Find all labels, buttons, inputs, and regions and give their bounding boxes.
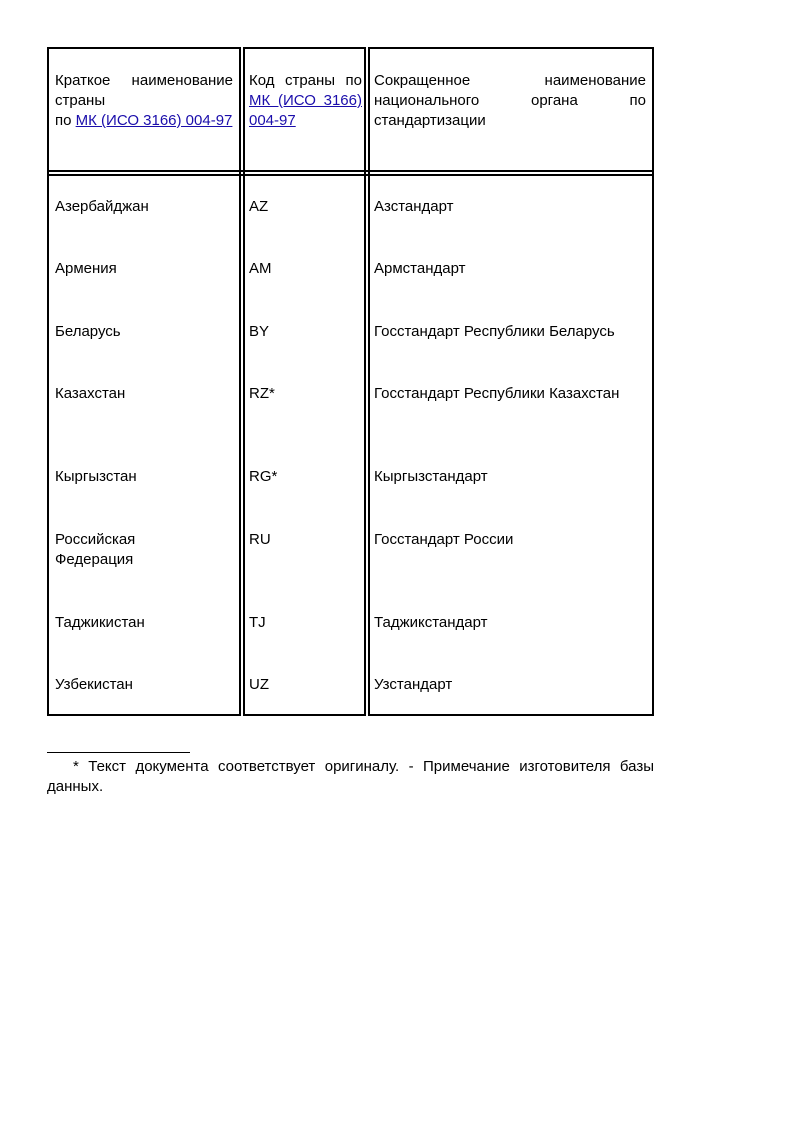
row-code: TJ [249,614,266,631]
row-code: RU [249,531,271,548]
row-org: Кыргызстандарт [374,468,488,485]
row-org: Таджикстандарт [374,614,488,631]
standards-table [47,47,654,716]
footnote-divider [47,752,190,753]
header-org [368,71,654,131]
header-country-label: Краткое наименование страны [55,72,233,109]
header-country-link[interactable]: МК (ИСО 3166) 004-97 [75,112,233,129]
row-country: Российская Федерация [55,531,136,568]
header-code [243,71,366,131]
row-country: Армения [55,260,117,277]
row-country: Казахстан [55,385,126,402]
row-org: Азстандарт [374,198,454,215]
row-org: Госстандарт Республики Казахстан [374,385,620,402]
header-org-label: Сокращенное наименование национального органа по стандартизации [374,72,646,129]
header-divider [47,170,654,172]
row-country: Азербайджан [55,198,149,215]
row-code: AM [249,260,272,277]
row-country: Беларусь [55,323,121,340]
row-code: BY [249,323,270,340]
row-org: Армстандарт [374,260,466,277]
row-code: RZ* [249,385,275,402]
footnote: * Текст документа соответствует оригиналу. - Примечание изготовителя базы данных. [47,758,654,795]
header-country-prefix: по [55,112,72,129]
header-country [49,71,239,131]
row-country: Таджикистан [55,614,145,631]
row-code: AZ [249,198,269,215]
row-org: Узстандарт [374,676,453,693]
row-country: Кыргызстан [55,468,137,485]
row-code: UZ [249,676,269,693]
row-country: Узбекистан [55,676,133,693]
header-divider-second [47,174,654,176]
row-org: Госстандарт Республики Беларусь [374,323,615,340]
row-org: Госстандарт России [374,531,514,548]
header-code-link[interactable]: МК (ИСО 3166) 004-97 [249,92,362,129]
header-country-source [55,111,233,131]
row-code: RG* [249,468,278,485]
header-code-label: Код страны по [249,72,362,89]
